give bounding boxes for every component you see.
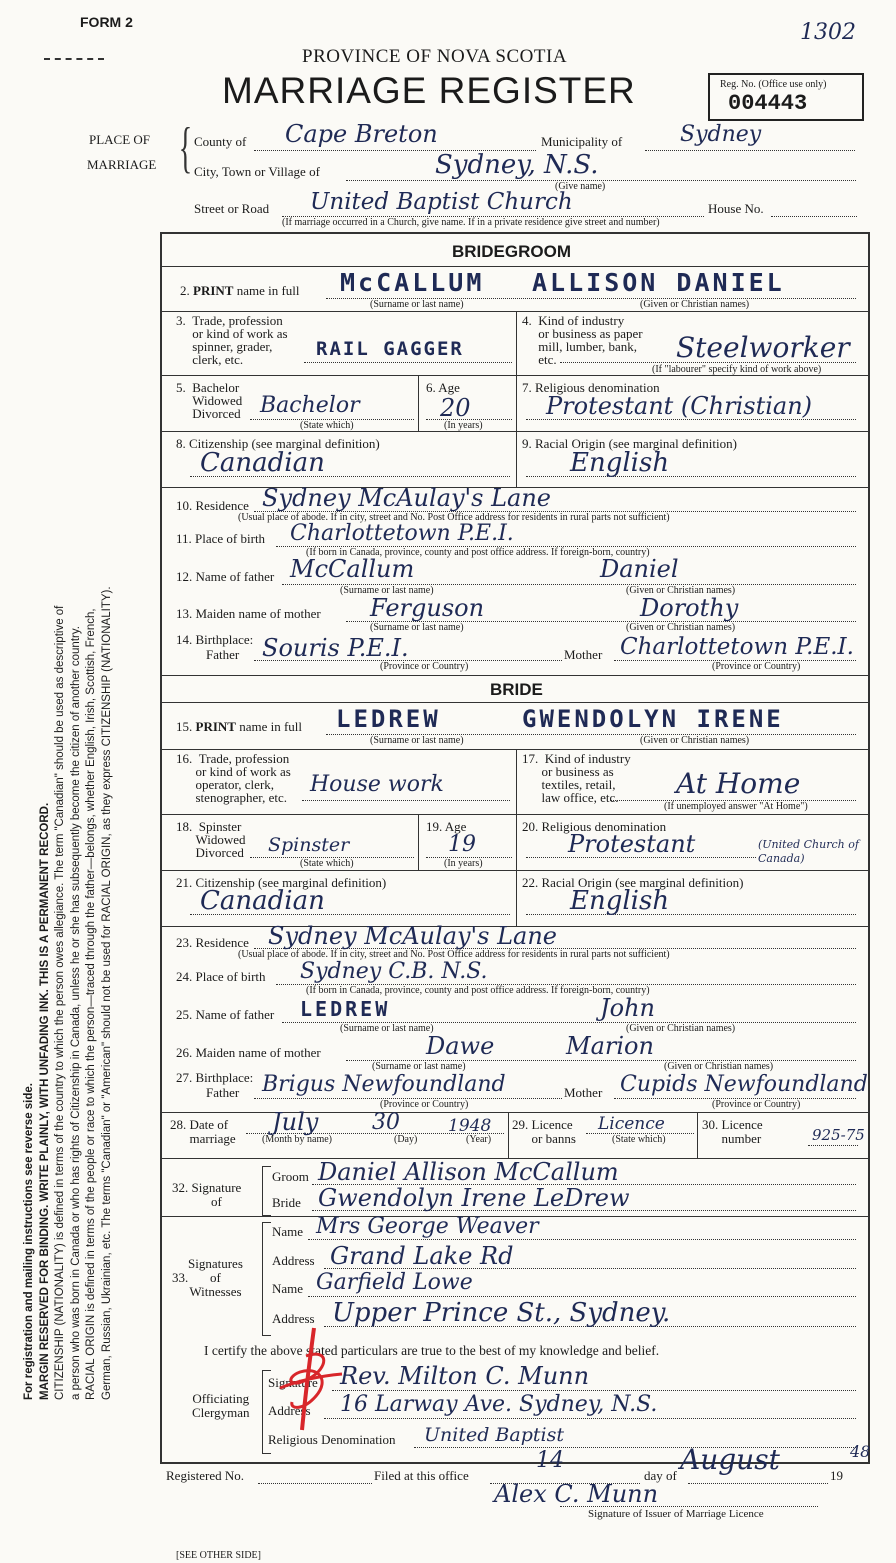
bride-name-label: 15. PRINT name in full — [176, 719, 303, 734]
bride-trade: House work — [310, 772, 444, 797]
house-label: House No. — [708, 201, 764, 216]
bride-mother-given: Marion — [566, 1032, 654, 1060]
groom-father-given: Daniel — [600, 555, 679, 583]
sig-bracket-1 — [262, 1166, 271, 1216]
bride-bp-mother-caption: (Province or Country) — [712, 1099, 801, 1110]
binding-margin-text — [22, 180, 116, 1400]
licence-number: 925-75 — [812, 1126, 865, 1144]
bride-pob-note: (If born in Canada, province, county and post office address. If foreign-born, country) — [306, 985, 650, 996]
groom-industry: Steelworker — [676, 331, 850, 364]
bride-given-caption: (Given or Christian names) — [640, 735, 750, 746]
month-caption: (Month by name) — [262, 1134, 332, 1145]
bride-father-surname-caption: (Surname or last name) — [340, 1023, 434, 1034]
groom-status-label: 5. Bachelor Widowed Divorced — [176, 380, 243, 421]
witness-number: 33. — [172, 1270, 189, 1285]
margin-line-2: MARGIN RESERVED FOR BINDING. WRITE PLAINLY, WITH UNFADING INK. THIS IS A PERMANENT RECORD. — [38, 802, 51, 1400]
bride-racial: English — [570, 886, 670, 916]
groom-mother-given-caption: (Given or Christian names) — [626, 622, 736, 633]
denomination-label: Religious Denomination — [268, 1432, 396, 1447]
municipality-value: Sydney — [680, 122, 762, 147]
groom-racial-label: 9. Racial Origin (see marginal definition) — [522, 436, 737, 451]
groom-given-caption: (Given or Christian names) — [640, 299, 750, 310]
filed-label: Filed at this office — [374, 1468, 469, 1483]
clergy-denomination: United Baptist — [424, 1424, 564, 1446]
bride-father-given-caption: (Given or Christian names) — [626, 1023, 736, 1034]
binding-dash-mark — [44, 58, 104, 60]
bride-surname: LEDREW — [336, 705, 441, 733]
groom-bp-father-label: Father — [206, 647, 240, 662]
bride-bp-mother: Cupids Newfoundland — [620, 1072, 868, 1097]
red-registrar-mark — [270, 1318, 350, 1438]
bride-trade-label: 16. Trade, profession or kind of work as operator, clerk, stenographer, etc. — [176, 751, 291, 805]
witness2-address: Upper Prince St., Sydney. — [332, 1298, 671, 1328]
bride-birthplace-label: 27. Birthplace: — [176, 1070, 254, 1085]
bride-residence-label: 23. Residence — [176, 935, 249, 950]
groom-citizenship: Canadian — [200, 448, 325, 478]
filed-day: 14 — [536, 1448, 564, 1473]
register-title: MARRIAGE REGISTER — [222, 70, 636, 111]
groom-industry-note: (If "labourer" specify kind of work above) — [652, 364, 822, 375]
groom-birthplace-label: 14. Birthplace: — [176, 632, 254, 647]
clergy-address: 16 Larway Ave. Sydney, N.S. — [340, 1392, 658, 1417]
clergy-sig-label: Signature — [268, 1375, 318, 1390]
place-label-2: MARRIAGE — [87, 157, 157, 172]
margin-line-5: RACIAL ORIGIN is defined in terms of the people or race to which the person—traced through the father—belongs, whether English, Irish, Scottish, French, — [85, 608, 98, 1400]
margin-line-1: For registration and mailing instructions see reverse side. — [23, 1083, 35, 1400]
stamp-number: 1302 — [800, 20, 856, 45]
bride-residence: Sydney McAulay's Lane — [268, 922, 558, 950]
signature-label: 32. Signature of — [172, 1180, 242, 1209]
bride-age-caption: (In years) — [444, 858, 483, 869]
see-other-side: [SEE OTHER SIDE] — [176, 1550, 261, 1561]
street-label: Street or Road — [194, 201, 270, 216]
groom-bp-father-caption: (Province or Country) — [380, 661, 469, 672]
groom-status: Bachelor — [260, 393, 360, 418]
bride-status-label: 18. Spinster Widowed Divorced — [176, 819, 246, 860]
bride-mother-label: 26. Maiden name of mother — [176, 1045, 321, 1060]
groom-citizenship-label: 8. Citizenship (see marginal definition) — [176, 436, 380, 451]
clergy-address-label: Address — [268, 1403, 311, 1418]
w1-name-label: Name — [272, 1224, 304, 1239]
marriage-month: July — [272, 1108, 319, 1136]
groom-given: ALLISON DANIEL — [532, 268, 785, 297]
clergyman-label: Officiating Clergyman — [192, 1391, 250, 1420]
witness2-name: Garfield Lowe — [316, 1270, 473, 1295]
witness1-address: Grand Lake Rd — [330, 1242, 514, 1270]
bride-industry-label: 17. Kind of industry or business as textiles, retail, law office, etc. — [522, 751, 631, 805]
bride-industry: At Home — [676, 767, 801, 800]
bride-mother-surname-caption: (Surname or last name) — [372, 1061, 466, 1072]
bride-father-label: 25. Name of father — [176, 1007, 275, 1022]
bride-religion-label: 20. Religious denomination — [522, 819, 667, 834]
bride-sig-label: Bride — [272, 1195, 301, 1210]
witness-label: Signatures of Witnesses — [188, 1256, 243, 1299]
county-value: Cape Breton — [285, 120, 438, 148]
street-note: (If marriage occurred in a Church, give name. If in a private residence give street and number) — [282, 217, 660, 228]
bride-residence-note: (Usual place of abode. If in city, street and No. Post Office address for residents in rural parts not sufficient) — [238, 949, 670, 960]
groom-mother-surname-caption: (Surname or last name) — [370, 622, 464, 633]
city-label: City, Town or Village of — [194, 164, 320, 179]
groom-industry-label: 4. Kind of industry or business as paper mill, lumber, bank, etc. — [522, 313, 643, 367]
reg-no-value: 004443 — [728, 91, 808, 116]
bride-racial-label: 22. Racial Origin (see marginal definition) — [522, 875, 744, 890]
marriage-year: 1948 — [448, 1116, 492, 1136]
groom-pob-label: 11. Place of birth — [176, 531, 266, 546]
day-of-label: day of — [644, 1468, 677, 1483]
groom-status-caption: (State which) — [300, 420, 354, 431]
witness1-name: Mrs George Weaver — [316, 1214, 539, 1239]
groom-age-label: 6. Age — [426, 380, 460, 395]
bride-citizenship-label: 21. Citizenship (see marginal definition) — [176, 875, 387, 890]
bride-industry-note: (If unemployed answer "At Home") — [664, 801, 808, 812]
certify-text: I certify the above stated particulars are true to the best of my knowledge and belief. — [204, 1343, 660, 1358]
bride-bp-father: Brigus Newfoundland — [262, 1072, 506, 1097]
marriage-day: 30 — [372, 1110, 400, 1135]
groom-bp-mother-label: Mother — [564, 647, 603, 662]
groom-mother-surname: Ferguson — [370, 594, 485, 622]
groom-trade-label: 3. Trade, profession or kind of work as spinner, grader, clerk, etc. — [176, 313, 288, 367]
bride-mother-surname: Dawe — [426, 1032, 495, 1060]
clergy-signature: Rev. Milton C. Munn — [340, 1362, 590, 1390]
groom-age: 20 — [440, 394, 471, 422]
bride-bp-father-label: Father — [206, 1085, 240, 1100]
margin-line-4: a person who was born in Canada or who has rights of Citizenship in Canada, unless he or she has subsequently become the citizen of another country. — [69, 626, 82, 1400]
bride-father-given: John — [600, 994, 655, 1022]
w2-name-label: Name — [272, 1281, 304, 1296]
reg-no-box — [708, 73, 864, 121]
groom-surname-caption: (Surname or last name) — [370, 299, 464, 310]
groom-signature: Daniel Allison McCallum — [318, 1158, 619, 1186]
groom-father-surname: McCallum — [290, 555, 415, 583]
groom-bp-mother-caption: (Province or Country) — [712, 661, 801, 672]
groom-father-surname-caption: (Surname or last name) — [340, 585, 434, 596]
place-label-1: PLACE OF — [89, 132, 151, 147]
groom-sig-label: Groom — [272, 1169, 309, 1184]
day-caption: (Day) — [394, 1134, 418, 1145]
margin-line-6: German, Russian, Ukrainian, etc. The terms "Canadian" or "American" should not be used for RACIAL ORIGIN, as they express CITIZENSHIP (NATIONALITY). — [100, 586, 113, 1400]
bride-pob-label: 24. Place of birth — [176, 969, 266, 984]
bride-age-label: 19. Age — [426, 819, 467, 834]
bride-citizenship: Canadian — [200, 886, 325, 916]
issuer-label: Signature of Issuer of Marriage Licence — [588, 1508, 764, 1520]
bride-father-surname: LEDREW — [300, 997, 391, 1021]
place-brace: { — [178, 117, 193, 179]
bride-religion-extra: (United Church of Canada) — [758, 838, 859, 865]
groom-residence-label: 10. Residence — [176, 498, 249, 513]
bride-signature: Gwendolyn Irene LeDrew — [318, 1184, 630, 1212]
bride-bp-mother-label: Mother — [564, 1085, 603, 1100]
w1-address-label: Address — [272, 1253, 315, 1268]
county-label: County of — [194, 134, 247, 149]
groom-name-label: 2. PRINT name in full — [180, 283, 300, 298]
bride-given: GWENDOLYN IRENE — [522, 705, 784, 733]
groom-age-caption: (In years) — [444, 420, 483, 431]
w2-address-label: Address — [272, 1311, 315, 1326]
reg-no-label: Reg. No. (Office use only) — [720, 79, 827, 90]
groom-residence: Sydney McAulay's Lane — [262, 484, 552, 512]
groom-religion-label: 7. Religious denomination — [522, 380, 660, 395]
licence-number-label: 30. Licence number — [702, 1117, 763, 1146]
groom-father-given-caption: (Given or Christian names) — [626, 585, 736, 596]
licence-label: 29. Licence or banns — [512, 1117, 576, 1146]
groom-residence-note: (Usual place of abode. If in city, street and No. Post Office address for residents in rural parts not sufficient) — [238, 512, 670, 523]
groom-pob-note: (If born in Canada, province, county and post office address. If foreign-born, country) — [306, 547, 650, 558]
province-title: PROVINCE OF NOVA SCOTIA — [302, 46, 568, 67]
margin-line-3: CITIZENSHIP (NATIONALITY) is defined in terms of the country to which the person owes allegiance. The term "Canadian" should be used as descriptive of — [54, 605, 67, 1400]
groom-religion: Protestant (Christian) — [546, 392, 813, 420]
groom-surname: McCALLUM — [340, 268, 485, 297]
bride-heading: BRIDE — [490, 680, 543, 699]
give-name-caption: (Give name) — [555, 181, 606, 192]
bride-age: 19 — [448, 832, 476, 857]
year-caption: (Year) — [466, 1134, 492, 1145]
street-value: United Baptist Church — [310, 189, 573, 215]
city-value: Sydney, N.S. — [435, 150, 599, 180]
registered-label: Registered No. — [166, 1468, 244, 1483]
groom-pob: Charlottetown P.E.I. — [290, 521, 514, 546]
municipality-label: Municipality of — [541, 134, 623, 149]
bride-pob: Sydney C.B. N.S. — [300, 959, 488, 984]
bride-surname-caption: (Surname or last name) — [370, 735, 464, 746]
groom-mother-given: Dorothy — [640, 594, 739, 622]
bride-status-caption: (State which) — [300, 858, 354, 869]
groom-trade: RAIL GAGGER — [316, 338, 464, 360]
marriage-date-label: 28. Date of marriage — [170, 1117, 236, 1146]
groom-father-label: 12. Name of father — [176, 569, 275, 584]
groom-mother-label: 13. Maiden name of mother — [176, 606, 321, 621]
filed-year: 48 — [850, 1442, 871, 1461]
groom-racial: English — [570, 448, 670, 478]
bride-status: Spinster — [268, 834, 350, 856]
groom-bp-mother: Charlottetown P.E.I. — [620, 634, 854, 660]
groom-bp-father: Souris P.E.I. — [262, 634, 409, 662]
bride-mother-given-caption: (Given or Christian names) — [664, 1061, 774, 1072]
licence-value: Licence — [598, 1114, 665, 1134]
bride-bp-father-caption: (Province or Country) — [380, 1099, 469, 1110]
issuer-signature: Alex C. Munn — [494, 1480, 659, 1508]
year-prefix: 19 — [830, 1468, 843, 1483]
filed-month: August — [680, 1443, 780, 1476]
bride-religion: Protestant — [568, 830, 696, 858]
form-number: FORM 2 — [80, 14, 133, 30]
licence-caption: (State which) — [612, 1134, 666, 1145]
groom-heading: BRIDEGROOM — [452, 242, 571, 261]
